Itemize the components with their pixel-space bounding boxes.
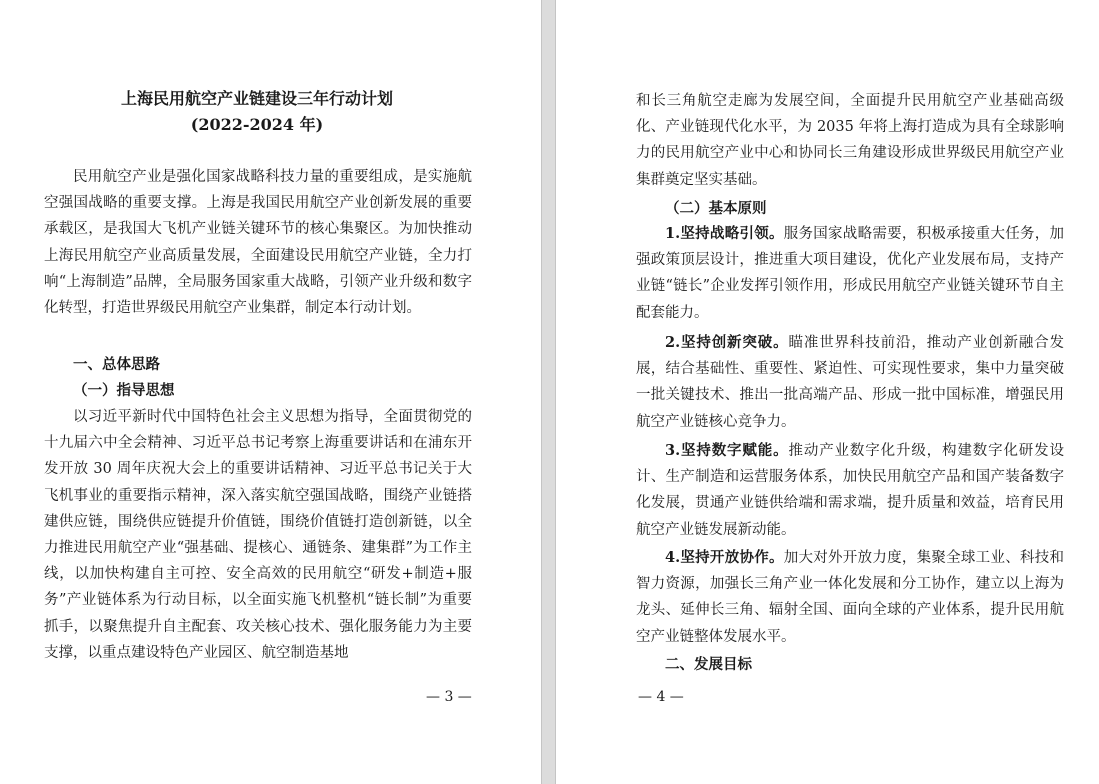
- page-gutter: [541, 0, 556, 784]
- principle-text: 瞄准世界科技前沿，推动产业创新融合发展，结合基础性、重要性、紧迫性、可实现性要求，集中力量突破一批关键技术、推出一批高端产品、形成一批中国标准，增强民用航空产业链核心竞争力。: [636, 335, 1065, 430]
- principle-text: 服务国家战略需要，积极承接重大任务，加强政策顶层设计，推进重大项目建设，优化产业发展布局，支持产业链“链长”企业发挥引领作用，形成民用航空产业链关键环节自主配套能力。: [636, 226, 1064, 321]
- document-page-left: [0, 0, 541, 784]
- principle-paragraph: [636, 438, 1064, 543]
- principle-label: 2.坚持创新突破。: [665, 334, 789, 351]
- document-subtitle: (2022-2024 年): [190, 115, 324, 134]
- principle-paragraph: [636, 330, 1064, 435]
- guiding-ideology-paragraph: 以习近平新时代中国特色社会主义思想为指导，全面贯彻党的十九届六中全会精神、习近平总书记考察上海重要讲话和在浦东开发开放 30 周年庆祝大会上的重要讲话精神、习近平总书记关于大飞机事业的重要指示精神，深入落实航空强国战略，围绕产业链搭建供应链，围绕供应链提升价值链，围绕价值链打造创新链，以全力推进民用航空产业“强基础、提核心、通链条、建集群”为工作主线，以加快构建自主可控、安全高效的民用航空“研发+制造+服务”产业链体系为行动目标，以全面实施飞机整机“链长制”为重要抓手，以聚焦提升自主配套、攻关核心技术、强化服务能力为主要支撑，以重点建设特色产业园区、航空制造基地: [44, 409, 472, 661]
- principle-label: 4.坚持开放协作。: [665, 549, 784, 566]
- section-heading-overall-approach: 一、总体思路: [73, 356, 160, 373]
- principle-label: 3.坚持数字赋能。: [665, 442, 789, 459]
- principle-paragraph: [636, 221, 1064, 326]
- section-heading-development-goals: 二、发展目标: [665, 656, 752, 673]
- subsection-heading-basic-principles: （二）基本原则: [665, 200, 767, 217]
- principle-label: 1.坚持战略引领。: [665, 225, 784, 242]
- subsection-heading-guiding-ideology: （一）指导思想: [73, 382, 175, 399]
- document-title: 上海民用航空产业链建设三年行动计划: [120, 89, 393, 108]
- principle-paragraph: [636, 545, 1064, 650]
- intro-paragraph: 民用航空产业是强化国家战略科技力量的重要组成，是实施航空强国战略的重要支撑。上海是我国民用航空产业创新发展的重要承载区，是我国大飞机产业链关键环节的核心集聚区。为加快推动上海民用航空产业高质量发展，全面建设民用航空产业链，全力打响“上海制造”品牌，全局服务国家重大战略，引领产业升级和数字化转型，打造世界级民用航空产业集群，制定本行动计划。: [44, 169, 472, 317]
- document-page-right: [556, 0, 1099, 784]
- principle-text: 加大对外开放力度，集聚全球工业、科技和智力资源，加强长三角产业一体化发展和分工协作，建立以上海为龙头、延伸长三角、辐射全国、面向全球的产业体系，提升民用航空产业链整体发展水平。: [636, 550, 1064, 645]
- continuation-paragraph: 和长三角航空走廊为发展空间，全面提升民用航空产业基础高级化、产业链现代化水平，为 2035 年将上海打造成为具有全球影响力的民用航空产业中心和协同长三角建设形成世界级民用航空产业集群奠定坚实基础。: [636, 93, 1064, 188]
- page-number-left: — 3 —: [426, 689, 472, 705]
- principle-text: 推动产业数字化升级，构建数字化研发设计、生产制造和运营服务体系，加快民用航空产品和国产装备数字化发展，贯通产业链供给端和需求端，提升质量和效益，培育民用航空产业链发展新动能。: [636, 443, 1065, 538]
- page-number-right: — 4 —: [638, 689, 684, 705]
